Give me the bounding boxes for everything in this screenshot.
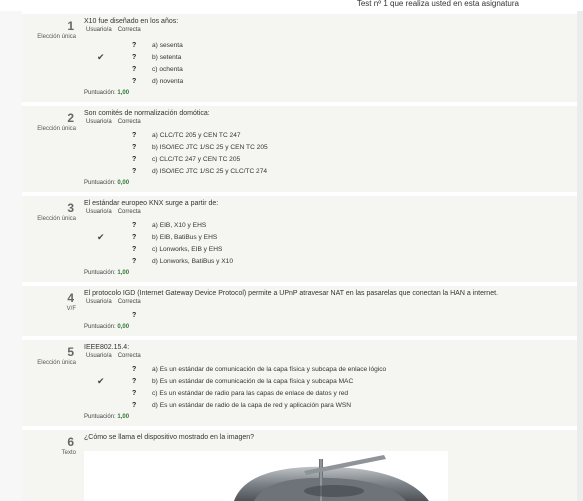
option-text: d) Lonworks, BatiBus y X10 (152, 258, 233, 265)
column-correcta: Correcta (117, 299, 141, 305)
option-text: b) setenta (152, 54, 182, 61)
option-row (82, 166, 362, 177)
column-headers (86, 209, 141, 215)
column-correcta: Correcta (117, 27, 141, 33)
option-text: a) EIB, X10 y EHS (152, 222, 207, 229)
question-mark-icon: ? (132, 258, 137, 265)
device-image (84, 451, 448, 501)
column-correcta: Correcta (117, 119, 141, 125)
score-value: 0,00 (117, 324, 130, 330)
score-value: 1,00 (117, 270, 130, 276)
score-value: 1,00 (117, 90, 130, 96)
option-text: d) noventa (152, 78, 184, 85)
page-title: Test nº 1 que realiza usted en esta asignatura (356, 0, 519, 8)
question-number: 4 (67, 291, 74, 305)
question-type: V/F (66, 306, 76, 312)
question-type: Texto (61, 450, 76, 456)
question-text: IEEE802.15.4: (84, 344, 130, 351)
question-text: El estándar europeo KNX surge a partir de: (84, 200, 219, 207)
question-1 (22, 14, 583, 102)
question-number: 3 (67, 201, 74, 215)
question-mark-icon: ? (132, 54, 137, 61)
question-mark-icon: ? (132, 366, 137, 373)
option-text: c) Lonworks, EIB y EHS (152, 246, 223, 253)
page-header (0, 0, 583, 11)
question-mark-icon: ? (132, 144, 137, 151)
column-usuario: Usuario/a (86, 209, 112, 215)
column-headers (86, 299, 141, 305)
question-text: Son comités de normalización domótica: (84, 110, 210, 117)
option-row (82, 376, 362, 387)
column-correcta: Correcta (117, 353, 141, 359)
check-icon: ✔ (97, 376, 105, 386)
option-row (82, 40, 362, 51)
column-correcta: Correcta (117, 209, 141, 215)
score (84, 270, 129, 276)
score-label: Puntuación: (84, 270, 116, 276)
score (84, 324, 129, 330)
option-row (82, 244, 362, 255)
score-value: 0,00 (117, 180, 130, 186)
score-label: Puntuación: (84, 180, 116, 186)
option-row (82, 400, 362, 411)
column-usuario: Usuario/a (86, 27, 112, 33)
option-text: b) Es un estándar de comunicación de la capa física y subcapa MAC (152, 378, 354, 385)
option-text: c) ochenta (152, 66, 183, 73)
scrollbar[interactable] (577, 11, 583, 501)
option-text: d) ISO/IEC JTC 1/SC 25 y CLC/TC 274 (152, 168, 268, 175)
question-mark-icon: ? (132, 390, 137, 397)
option-text: c) CLC/TC 247 y CEN TC 205 (152, 156, 241, 163)
question-4 (22, 286, 583, 336)
question-type: Elección única (37, 126, 76, 132)
question-text: El protocolo IGD (Internet Gateway Device Protocol) permite a UPnP atravesar NAT en las pasarelas que conectan la HAN a internet. (84, 290, 498, 297)
question-5 (22, 340, 583, 426)
question-text: X10 fue diseñado en los años: (84, 18, 179, 25)
question-type: Elección única (37, 216, 76, 222)
option-row (82, 76, 362, 87)
column-usuario: Usuario/a (86, 353, 112, 359)
check-icon: ✔ (97, 52, 105, 62)
option-row (82, 154, 362, 165)
option-text: b) ISO/IEC JTC 1/SC 25 y CEN TC 205 (152, 144, 268, 151)
question-mark-icon: ? (132, 66, 137, 73)
column-headers (86, 353, 141, 359)
question-2 (22, 106, 583, 192)
score-label: Puntuación: (84, 90, 116, 96)
question-mark-icon: ? (132, 156, 137, 163)
option-text: a) CLC/TC 205 y CEN TC 247 (152, 132, 241, 139)
option-text: c) Es un estándar de radio para las capas de enlace de datos y red (152, 390, 349, 397)
question-number: 2 (67, 111, 74, 125)
column-headers (86, 119, 141, 125)
option-text: d) Es un estándar de radio de la capa de red y aplicación para WSN (152, 402, 352, 409)
question-3 (22, 196, 583, 282)
option-row (82, 364, 387, 375)
score-label: Puntuación: (84, 414, 116, 420)
option-row (82, 310, 362, 321)
option-text: a) Es un estándar de comunicación de la capa física y subcapa de enlace lógico (152, 366, 387, 373)
question-mark-icon: ? (132, 402, 137, 409)
score (84, 180, 129, 186)
question-mark-icon: ? (132, 132, 137, 139)
question-type: Elección única (37, 34, 76, 40)
question-image (84, 451, 448, 501)
question-text: ¿Cómo se llama el dispositivo mostrado en la imagen? (84, 434, 255, 441)
question-number: 1 (67, 19, 74, 33)
question-number: 5 (67, 345, 74, 359)
score-value: 1,00 (117, 414, 130, 420)
option-row (82, 130, 362, 141)
question-mark-icon: ? (132, 312, 137, 319)
question-mark-icon: ? (132, 78, 137, 85)
left-gutter (0, 11, 22, 501)
question-mark-icon: ? (132, 246, 137, 253)
score (84, 414, 129, 420)
question-mark-icon: ? (132, 168, 137, 175)
column-headers (86, 27, 141, 33)
column-usuario: Usuario/a (86, 299, 112, 305)
option-row (82, 142, 362, 153)
question-mark-icon: ? (132, 222, 137, 229)
option-text: b) EIB, BatiBus y EHS (152, 234, 218, 241)
question-type: Elección única (37, 360, 76, 366)
question-mark-icon: ? (132, 378, 137, 385)
option-row (82, 64, 362, 75)
option-row (82, 256, 362, 267)
column-usuario: Usuario/a (86, 119, 112, 125)
score (84, 90, 129, 96)
option-text: a) sesenta (152, 42, 183, 49)
option-row (82, 232, 362, 243)
option-row (82, 220, 362, 231)
option-row (82, 388, 362, 399)
option-row (82, 52, 362, 63)
question-mark-icon: ? (132, 42, 137, 49)
check-icon: ✔ (97, 232, 105, 242)
question-mark-icon: ? (132, 234, 137, 241)
question-number: 6 (67, 435, 74, 449)
score-label: Puntuación: (84, 324, 116, 330)
